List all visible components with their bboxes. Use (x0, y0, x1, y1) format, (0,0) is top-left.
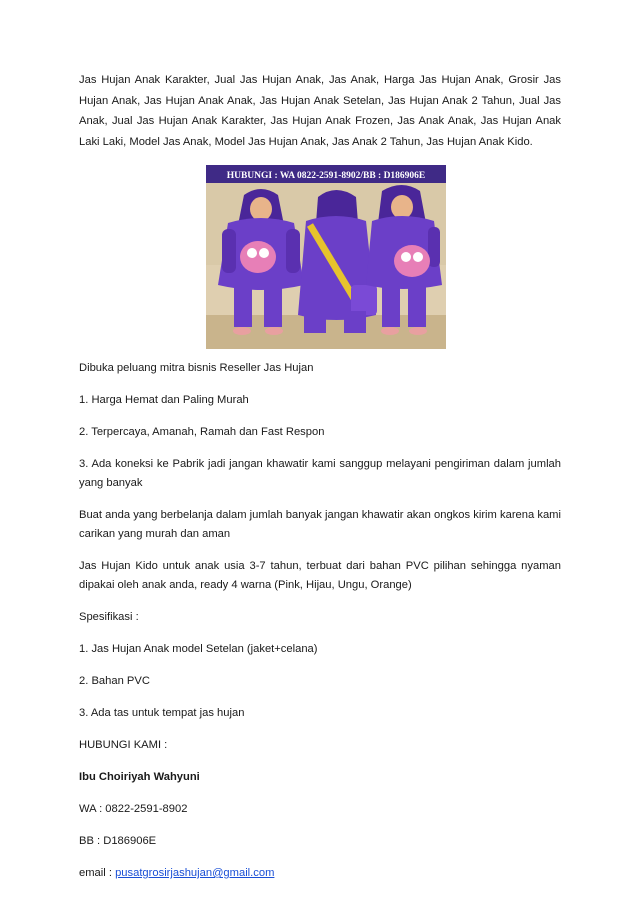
photo-banner-text: HUBUNGI : WA 0822-2591-8902/BB : D186906E (226, 171, 426, 181)
intro-keywords-paragraph: Jas Hujan Anak Karakter, Jual Jas Hujan Anak, Jas Anak, Harga Jas Hujan Anak, Grosir Jas Hujan Anak, Jas Hujan Anak Anak, Jas Hujan Anak Setelan, Jas Hujan Anak 2 Tahun, Jual Jas Anak, Jual Jas Hujan Anak Karakter, Jas Hujan Anak Frozen, Jas Anak Anak, Jas Hujan Anak Laki Laki, Model Jas Anak, Model Jas Hujan Anak, Jas Anak 2 Tahun, Jas Hujan Anak Kido. (79, 74, 561, 148)
document-content (79, 70, 561, 883)
reseller-heading: Dibuka peluang mitra bisnis Reseller Jas Hujan (79, 362, 314, 374)
spec-heading: Spesifikasi : (79, 611, 139, 623)
contact-email-line (79, 864, 561, 883)
email-label: email : (79, 867, 116, 879)
spec-item-1: 1. Jas Hujan Anak model Setelan (jaket+celana) (79, 643, 318, 655)
contact-heading: HUBUNGI KAMI : (79, 739, 168, 751)
contact-wa: WA : 0822-2591-8902 (79, 803, 188, 815)
contact-bb: BB : D186906E (79, 835, 157, 847)
product-description: Jas Hujan Kido untuk anak usia 3-7 tahun, terbuat dari bahan PVC pilihan sehingga nyaman dipakai oleh anak anda, ready 4 warna (Pink, Hijau, Ungu, Orange) (79, 560, 561, 591)
shipping-note: Buat anda yang berbelanja dalam jumlah banyak jangan khawatir akan ongkos kirim karena kami carikan yang murah dan aman (79, 509, 561, 540)
email-link[interactable]: pusatgrosirjashujan@gmail.com (115, 867, 275, 879)
spec-item-3: 3. Ada tas untuk tempat jas hujan (79, 707, 245, 719)
spec-item-2: 2. Bahan PVC (79, 675, 150, 687)
benefit-item-3: 3. Ada koneksi ke Pabrik jadi jangan khawatir kami sanggup melayani pengiriman dalam jumlah yang banyak (79, 458, 561, 489)
benefit-item-2: 2. Terpercaya, Amanah, Ramah dan Fast Respon (79, 426, 325, 438)
product-photo (206, 165, 446, 349)
contact-name: Ibu Choiriyah Wahyuni (79, 771, 200, 783)
benefit-item-1: 1. Harga Hemat dan Paling Murah (79, 394, 249, 406)
